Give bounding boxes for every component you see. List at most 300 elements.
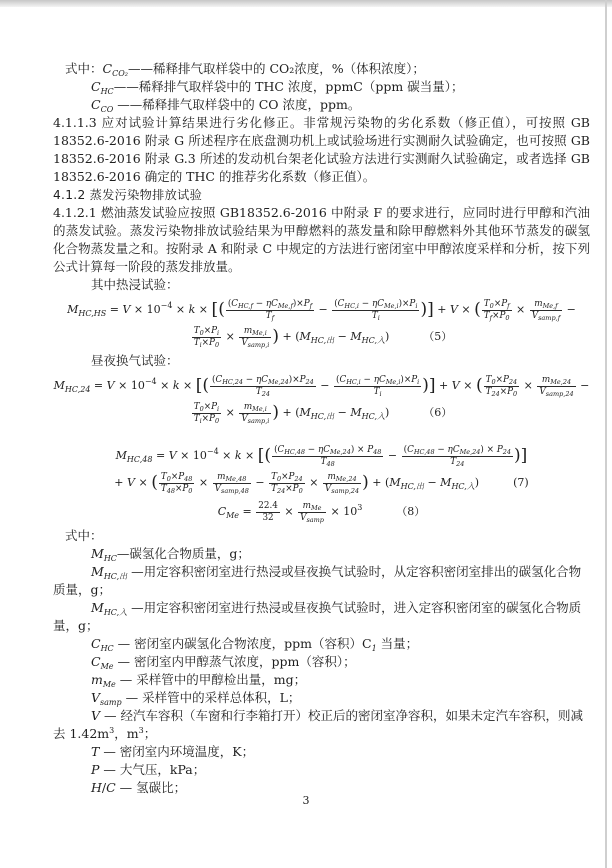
math-bracket: (: [202, 375, 210, 396]
math-fraction: [530, 299, 562, 321]
text-line: 昼夜换气试验：: [91, 353, 179, 368]
math-text: ×: [493, 299, 502, 310]
math-text: −: [334, 330, 351, 343]
definition-line: [53, 563, 590, 599]
math-variable: P: [211, 326, 217, 337]
math-text: 22.4: [258, 501, 278, 512]
math-text: (: [274, 445, 278, 456]
math-variable: T: [320, 456, 327, 467]
definition-line: [53, 743, 590, 761]
math-variable: C: [231, 299, 239, 310]
math-text: −: [358, 299, 372, 310]
math-text: +: [433, 303, 450, 316]
math-text: ×: [201, 337, 210, 348]
math-variable: T: [193, 413, 200, 424]
formula-line: [53, 469, 590, 496]
fraction-denominator: [323, 483, 361, 494]
math-subscript: samp,48: [221, 486, 249, 495]
math-subscript: 0: [214, 416, 220, 425]
math-text: ×: [222, 330, 239, 343]
fraction-numerator: [210, 375, 316, 385]
fraction-denominator: [159, 483, 195, 494]
math-subscript: HC: [100, 644, 114, 653]
math-text: −: [563, 303, 576, 316]
math-text: × 10: [130, 303, 161, 316]
math-bracket: ): [420, 299, 428, 320]
math-variable: m: [302, 501, 311, 512]
math-fraction: [484, 375, 520, 397]
math-subscript: 24: [456, 459, 465, 468]
math-text: — 采样管中的采样总体积，L；: [121, 690, 301, 705]
math-text: ×: [459, 379, 476, 392]
document-body: [53, 60, 590, 797]
math-text: ×: [201, 413, 210, 424]
fraction-numerator: [192, 402, 221, 412]
math-subscript: HC,24: [222, 378, 243, 387]
math-text: −: [316, 379, 334, 392]
math-text: ×: [156, 379, 173, 392]
math-text: ×: [495, 375, 503, 386]
math-subscript: HC: [103, 554, 117, 563]
math-text: )×: [292, 299, 304, 310]
math-text: ×: [512, 303, 529, 316]
fraction-denominator: [269, 483, 305, 494]
math-text: ×: [179, 379, 196, 392]
math-text: ×: [492, 310, 500, 321]
math-bracket: ): [514, 445, 521, 466]
math-subscript: HC,f: [238, 302, 253, 311]
math-variable: P: [499, 310, 506, 321]
math-variable: C: [277, 445, 285, 456]
math-text: ×: [218, 449, 235, 462]
math-fraction: [192, 326, 221, 348]
formula-line: [53, 296, 590, 323]
math-variable: η: [371, 299, 378, 310]
math-subscript: i: [199, 416, 202, 425]
formula-eq8: [53, 498, 590, 525]
math-subscript: Me,24: [335, 475, 357, 484]
math-text: (: [334, 299, 338, 310]
math-subscript: 24: [276, 486, 286, 495]
math-text: (: [212, 375, 216, 386]
math-variable: C: [91, 636, 101, 651]
math-text: × 10: [176, 449, 207, 462]
equation-number: (7): [513, 476, 529, 489]
formula-eq6: [53, 372, 590, 426]
fraction-numerator: [298, 501, 326, 511]
math-variable: P: [367, 445, 374, 456]
formula-line: [53, 323, 590, 350]
math-variable: η: [373, 375, 380, 386]
math-text: —碳氢化合物质量，g；: [116, 546, 250, 561]
formula-line: [53, 442, 590, 469]
math-superscript: −4: [206, 447, 219, 456]
math-variable: η: [255, 375, 262, 386]
math-variable: T: [485, 386, 492, 397]
math-variable: η: [265, 299, 272, 310]
math-text: (: [227, 299, 232, 310]
math-subscript: HC,HS: [78, 309, 107, 318]
math-variable: T: [193, 326, 200, 337]
math-subscript: 24: [491, 389, 500, 398]
math-subscript: HC,出: [310, 336, 335, 345]
math-variable: T: [160, 483, 167, 494]
math-variable: T: [160, 472, 167, 483]
math-text: ×: [203, 402, 212, 413]
fraction-numerator: [402, 445, 513, 455]
math-subscript: Me: [100, 662, 114, 671]
math-text: — 采样管中的甲醇检出量，mg；: [115, 672, 307, 687]
math-subscript: 48: [373, 448, 382, 457]
math-bracket: [: [257, 445, 265, 466]
math-text: × 10: [326, 505, 358, 518]
definition-line: [53, 689, 590, 707]
fraction-denominator: [210, 386, 316, 397]
math-subscript: f: [489, 313, 493, 322]
paragraph: 4.1.2.1 燃油蒸发试验应按照 GB18352.6-2016 中附录 F 的要求进行，应同时进行甲醇和汽油的蒸发试验。蒸发污染物排放试验结果为甲醇燃料的蒸发量和除甲醇燃料外其他环节蒸发的碳氢化合物蒸发量之和。按附录 A 和附录 C 中规定的方法进行密闭室中甲醇浓度采样和分析，按下列公式计算每一阶段的蒸发排放量。: [53, 205, 590, 274]
math-bracket: ]: [428, 375, 436, 396]
math-text: — 密闭室内环境温度，K；: [99, 744, 255, 759]
math-variable: P: [209, 413, 215, 424]
math-text: ×: [499, 386, 508, 397]
text-line: 式中：: [65, 528, 103, 543]
fraction-denominator: [192, 413, 221, 424]
math-fraction: [482, 299, 512, 321]
math-text: × 10: [114, 379, 145, 392]
math-text: ×: [170, 472, 179, 483]
math-text: ×: [457, 303, 475, 316]
math-text: + (: [279, 330, 300, 343]
math-variable: C: [271, 299, 278, 310]
math-text: −: [576, 379, 590, 392]
math-subscript: Me: [226, 511, 240, 520]
math-text: −: [423, 476, 441, 489]
math-subscript: Me: [310, 504, 322, 513]
math-text: ): [385, 406, 390, 419]
equation-number: （6）: [423, 406, 453, 419]
vertical-space: [53, 428, 590, 440]
math-text: ×: [134, 476, 152, 489]
math-subscript: 0: [199, 405, 204, 414]
formula-line: [53, 372, 590, 399]
math-text: ，m: [114, 726, 139, 741]
math-variable: M: [53, 379, 65, 392]
math-text: ×: [222, 406, 239, 419]
math-variable: T: [483, 310, 490, 321]
definition-line: [53, 671, 590, 689]
math-subscript: Me,48: [225, 475, 247, 484]
math-variable: η: [447, 445, 453, 456]
math-subscript: HC,入: [103, 608, 128, 617]
math-variable: C: [323, 445, 330, 456]
math-bracket: (: [151, 472, 158, 493]
definition-line: [53, 653, 590, 671]
math-variable: M: [389, 476, 401, 489]
math-variable: V: [91, 690, 101, 705]
math-text: —用定容积密闭室进行热浸或昼夜换气试验时，从定容积密闭室排出的碳氢化合物质量，g；: [53, 564, 582, 597]
fraction-denominator: [256, 512, 280, 523]
fraction-denominator: [226, 310, 314, 321]
math-fraction: [402, 445, 513, 467]
math-text: −: [334, 406, 351, 419]
fraction-numerator: [239, 402, 271, 412]
math-subscript: HC,48: [413, 448, 435, 457]
math-variable: M: [350, 330, 362, 343]
math-variable: m: [534, 299, 543, 310]
fraction-numerator: [332, 299, 419, 309]
definition-line: [53, 761, 590, 779]
math-text: ×: [280, 505, 298, 518]
math-subscript: Me,24: [550, 378, 572, 387]
fraction-numerator: [269, 472, 305, 482]
math-text: )×: [288, 375, 300, 386]
math-variable: P: [292, 483, 299, 494]
math-bracket: [: [195, 375, 203, 396]
math-subscript: i: [217, 329, 220, 338]
fraction-numerator: [192, 326, 221, 336]
math-bracket: (: [264, 445, 272, 466]
fraction-denominator: [213, 483, 251, 494]
math-subscript: Me,i: [252, 405, 267, 414]
definition-line: [53, 635, 590, 653]
math-subscript: 0: [199, 329, 204, 338]
math-variable: m: [327, 472, 336, 483]
math-text: —用定容积密闭室进行热浸或昼夜换气试验时，进入定容积密闭室的碳氢化合物质量，g；: [53, 600, 582, 633]
math-subscript: i: [217, 405, 220, 414]
fraction-denominator: [332, 310, 419, 321]
math-variable: η: [317, 445, 324, 456]
math-variable: V: [451, 379, 460, 392]
math-subscript: 0: [166, 475, 171, 484]
math-subscript: samp,24: [331, 486, 360, 495]
math-variable: P: [507, 386, 514, 397]
math-text: −: [305, 445, 318, 456]
math-fraction: [213, 472, 251, 494]
math-variable: V: [324, 483, 332, 494]
math-variable: M: [299, 406, 311, 419]
math-text: ) ×: [480, 445, 497, 456]
fraction-denominator: [402, 456, 513, 467]
math-subscript: f: [271, 313, 275, 322]
math-variable: T: [483, 299, 490, 310]
math-variable: P: [303, 299, 310, 310]
math-text: ): [385, 330, 390, 343]
math-subscript: samp,i: [247, 340, 270, 349]
math-text: + (: [368, 476, 390, 489]
math-text: =: [152, 449, 169, 462]
math-variable: C: [377, 299, 384, 310]
math-variable: V: [168, 449, 177, 462]
fraction-denominator: [272, 456, 383, 467]
math-variable: P: [288, 472, 295, 483]
math-text: — 大气压，kPa；: [99, 762, 206, 777]
math-subscript: i: [417, 378, 420, 387]
math-variable: V: [449, 303, 458, 316]
math-subscript: samp,f: [538, 313, 561, 322]
math-fraction: [332, 299, 419, 321]
math-fraction: [256, 501, 280, 523]
math-fraction: [226, 299, 314, 321]
math-text: ×: [195, 303, 212, 316]
math-text: — 密闭室内甲醇蒸气浓度，ppm（容积）；: [113, 654, 356, 669]
math-text: =: [90, 379, 107, 392]
math-subscript: 0: [491, 378, 496, 387]
math-variable: H: [91, 780, 102, 795]
fraction-numerator: [334, 375, 421, 385]
math-subscript: HC,i: [346, 378, 361, 387]
math-text: ×: [172, 303, 189, 316]
fraction-numerator: [272, 445, 383, 455]
math-subscript: 0: [505, 313, 510, 322]
math-text: + (: [279, 406, 300, 419]
math-variable: M: [299, 330, 311, 343]
math-fraction: [537, 375, 575, 397]
math-variable: C: [217, 505, 227, 518]
math-variable: M: [91, 600, 104, 615]
definition-line: [53, 60, 590, 78]
math-variable: P: [178, 472, 185, 483]
math-text: — 密闭室内碳氢化合物浓度，ppm（容积）C: [113, 636, 372, 651]
math-subscript: Me,i: [252, 329, 267, 338]
math-variable: P: [209, 337, 215, 348]
math-variable: M: [91, 564, 104, 579]
math-fraction: [298, 501, 326, 523]
math-subscript: i: [379, 389, 382, 398]
math-subscript: f: [309, 302, 313, 311]
math-variable: P: [182, 483, 189, 494]
math-subscript: Me,i: [385, 378, 401, 387]
page-number: 3: [302, 794, 310, 807]
fraction-numerator: [323, 472, 361, 482]
clause-heading: 4.1.2 蒸发污染物排放试验: [53, 188, 203, 202]
math-text: — 经汽车容积（车窗和行李箱打开）校正后的密闭室净容积，如果未定汽车容积，则减去 1.42m: [53, 708, 583, 741]
math-variable: C: [379, 375, 386, 386]
math-fraction: [192, 402, 221, 424]
math-subscript: 1: [371, 644, 377, 653]
math-subscript: HC,入: [451, 482, 475, 491]
math-variable: P: [496, 445, 503, 456]
math-subscript: samp: [100, 698, 122, 707]
math-text: (: [403, 445, 408, 456]
math-text: — 氢碳比；: [115, 780, 187, 795]
math-subscript: 24: [294, 475, 303, 484]
math-variable: P: [411, 375, 418, 386]
math-text: =: [239, 505, 256, 518]
math-variable: P: [91, 762, 100, 777]
fraction-denominator: [530, 310, 562, 321]
math-variable: T: [271, 472, 277, 483]
math-text: ；: [143, 726, 157, 741]
math-text: 32: [262, 512, 274, 523]
math-bracket: (: [218, 299, 225, 320]
definition-line: [53, 96, 590, 114]
math-subscript: HC,入: [361, 336, 385, 345]
math-text: )×: [398, 299, 410, 310]
math-variable: P: [211, 402, 217, 413]
math-text: ×: [175, 483, 183, 494]
math-subscript: 0: [513, 389, 518, 398]
math-superscript: 3: [138, 726, 144, 735]
math-subscript: 0: [489, 302, 494, 311]
fraction-denominator: [484, 386, 520, 397]
math-superscript: −4: [144, 377, 157, 386]
math-variable: M: [67, 303, 79, 316]
math-subscript: samp,24: [545, 389, 574, 398]
math-variable: T: [271, 483, 277, 494]
math-variable: P: [409, 299, 416, 310]
math-text: −: [242, 375, 256, 386]
math-text: −: [252, 299, 266, 310]
math-variable: C: [407, 445, 414, 456]
math-text: ——稀释排气取样袋中的 CO₂浓度，%（体积浓度）；: [127, 61, 425, 76]
math-variable: V: [539, 386, 546, 397]
math-variable: P: [501, 299, 508, 310]
math-text: −: [360, 375, 374, 386]
math-variable: m: [243, 402, 253, 413]
math-variable: T: [265, 310, 272, 321]
math-text: ×: [203, 326, 212, 337]
formula-line: [53, 498, 590, 525]
math-variable: M: [115, 449, 127, 462]
math-subscript: i: [199, 340, 202, 349]
math-text: +: [114, 476, 128, 489]
fraction-numerator: [239, 326, 271, 336]
math-text: −: [384, 449, 401, 462]
math-bracket: ): [422, 375, 429, 396]
math-subscript: 24: [508, 378, 518, 387]
math-subscript: 24: [305, 378, 314, 387]
math-variable: C: [215, 375, 223, 386]
math-subscript: Me,24: [267, 378, 289, 387]
math-text: ): [474, 476, 480, 489]
math-superscript: 3: [109, 726, 115, 735]
math-fraction: [334, 375, 421, 397]
math-text: ——稀释排气取样袋中的 THC 浓度，ppmC（ppm 碳当量）；: [113, 79, 464, 94]
math-bracket: ): [362, 472, 369, 493]
math-fraction: [239, 402, 271, 424]
fraction-numerator: [159, 472, 195, 482]
math-subscript: CO₂: [112, 69, 128, 78]
math-variable: V: [91, 708, 101, 723]
math-variable: T: [485, 375, 492, 386]
math-subscript: HC,48: [284, 448, 305, 457]
math-variable: m: [91, 672, 103, 687]
math-variable: k: [172, 379, 180, 392]
math-subscript: 24: [261, 389, 270, 398]
math-subscript: f: [507, 302, 510, 311]
math-variable: m: [243, 326, 253, 337]
math-variable: C: [339, 375, 347, 386]
math-text: (: [336, 375, 340, 386]
math-variable: C: [102, 61, 113, 76]
math-text: 式中：: [65, 61, 103, 76]
math-bracket: [: [211, 299, 219, 320]
math-subscript: i: [415, 302, 418, 311]
math-variable: m: [217, 472, 226, 483]
math-variable: C: [91, 79, 101, 94]
math-fraction: [269, 472, 305, 494]
math-text: =: [106, 303, 123, 316]
math-variable: V: [106, 379, 115, 392]
math-text: ) ×: [350, 445, 368, 456]
formula-eq7: [53, 442, 590, 496]
formula-line: [53, 399, 590, 426]
math-text: 当量；: [376, 636, 419, 651]
math-text: /: [101, 780, 107, 795]
math-text: ×: [520, 379, 537, 392]
math-variable: V: [122, 303, 131, 316]
math-variable: T: [193, 337, 200, 348]
